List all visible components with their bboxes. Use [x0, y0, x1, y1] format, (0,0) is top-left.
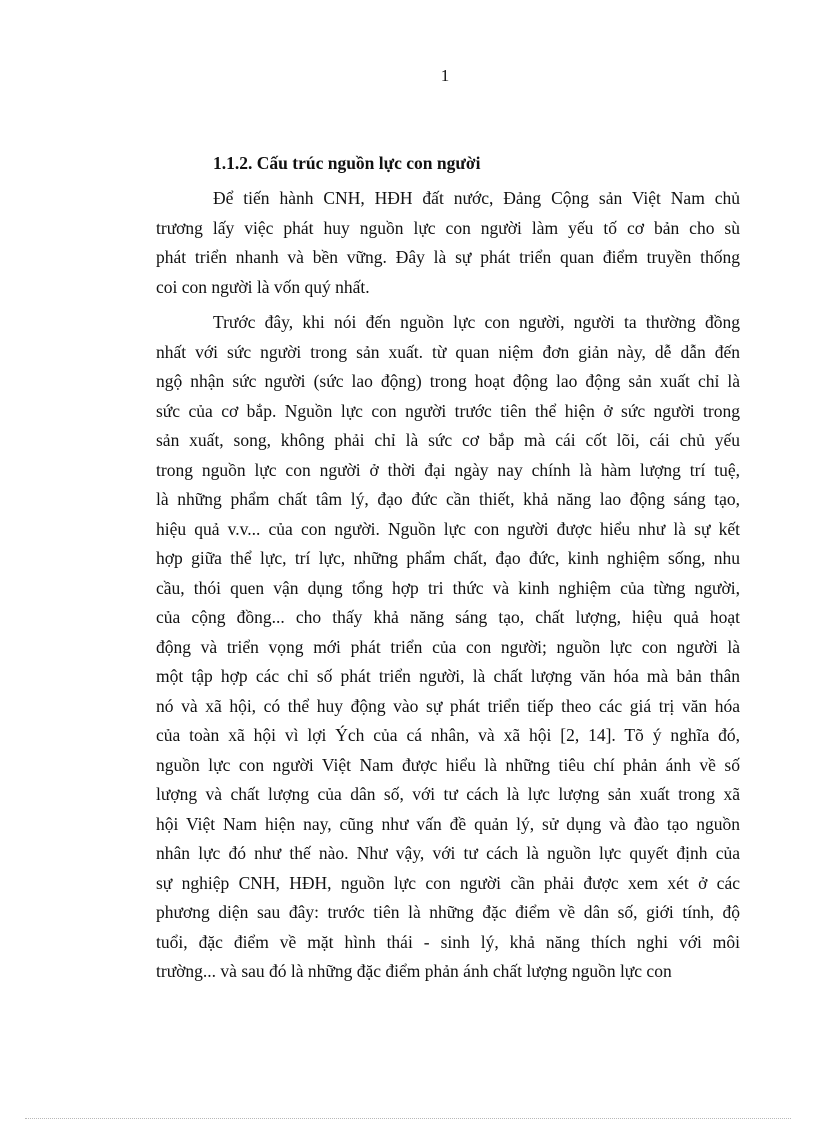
- text-line: trương lấy việc phát huy nguồn lực con người làm yếu tố cơ bản cho sù: [156, 217, 740, 238]
- paragraph: [156, 184, 740, 302]
- text-line: của toàn xã hội vì lợi Ých của cá nhân, và xã hội [2, 14]. Tõ ý nghĩa đó,: [156, 725, 740, 745]
- text-line: ngộ nhận sức người (sức lao động) trong hoạt động lao động sản xuất chỉ là: [156, 371, 740, 391]
- paragraphs: [156, 184, 740, 987]
- text-line: một tập hợp các chỉ số phát triển người, là chất lượng văn hóa mà bản thân: [156, 666, 740, 686]
- text-line: sự nghiệp CNH, HĐH, nguồn lực con người cần phải được xem xét ở các: [156, 872, 740, 893]
- text-line: lượng và chất lượng của dân số, với tư cách là lực lượng sản xuất trong xã: [156, 784, 740, 804]
- text-line: cầu, thói quen vận dụng tổng hợp tri thức và kinh nghiệm của từng người,: [156, 577, 740, 598]
- page-bottom-rule: [25, 1118, 791, 1119]
- text-line: nhất với sức người trong sản xuất. từ quan niệm đơn giản này, dễ dẫn đến: [156, 341, 740, 362]
- text-line: nguồn lực con người Việt Nam được hiểu là những tiêu chí phản ánh về số: [156, 754, 740, 775]
- text-line: phát triển nhanh và bền vững. Đây là sự phát triển quan điểm truyền thống: [156, 247, 740, 267]
- paragraph: [156, 308, 740, 987]
- text-line: hợp giữa thể lực, trí lực, những phẩm chất, đạo đức, kinh nghiệm sống, nhu: [156, 548, 740, 568]
- text-line: trong nguồn lực con người ở thời đại ngày nay chính là hàm lượng trí tuệ,: [156, 459, 740, 480]
- text-line: trường... và sau đó là những đặc điểm phản ánh chất lượng nguồn lực con: [156, 961, 672, 981]
- text-line: là những phẩm chất tâm lý, đạo đức cần thiết, khả năng lao động sáng tạo,: [156, 489, 740, 509]
- text-line: nó và xã hội, có thể huy động vào sự phát triển tiếp theo các giá trị văn hóa: [156, 695, 740, 716]
- text-line: phương diện sau đây: trước tiên là những đặc điểm về dân số, giới tính, độ: [156, 902, 740, 922]
- document-body: [156, 148, 740, 987]
- text-line: sản xuất, song, không phải chỉ là sức cơ bắp mà cái cốt lõi, cái chủ yếu: [156, 430, 740, 450]
- text-line: Trước đây, khi nói đến nguồn lực con người, người ta thường đồng: [213, 312, 740, 332]
- page-number: 1: [440, 66, 450, 85]
- text-line: nhân lực đó như thế nào. Như vậy, với tư cách là nguồn lực quyết định của: [156, 843, 740, 863]
- section-heading: 1.1.2. Cấu trúc nguồn lực con người: [213, 153, 481, 173]
- text-line: Để tiến hành CNH, HĐH đất nước, Đảng Cộng sản Việt Nam chủ: [213, 188, 740, 208]
- text-line: động và triển vọng mới phát triển của con người; nguồn lực con người là: [156, 636, 740, 657]
- text-line: hội Việt Nam hiện nay, cũng như vấn đề quản lý, sử dụng và đào tạo nguồn: [156, 813, 740, 834]
- text-line: của cộng đồng... cho thấy khả năng sáng tạo, chất lượng, hiệu quả hoạt: [156, 607, 740, 627]
- text-line: coi con người là vốn quý nhất.: [156, 276, 370, 297]
- text-line: hiệu quả v.v... của con người. Nguồn lực con người được hiểu như là sự kết: [156, 518, 740, 539]
- text-line: tuổi, đặc điểm về mặt hình thái - sinh lý, khả năng thích nghi với môi: [156, 931, 740, 952]
- text-line: sức của cơ bắp. Nguồn lực con người trước tiên thể hiện ở sức người trong: [156, 400, 740, 421]
